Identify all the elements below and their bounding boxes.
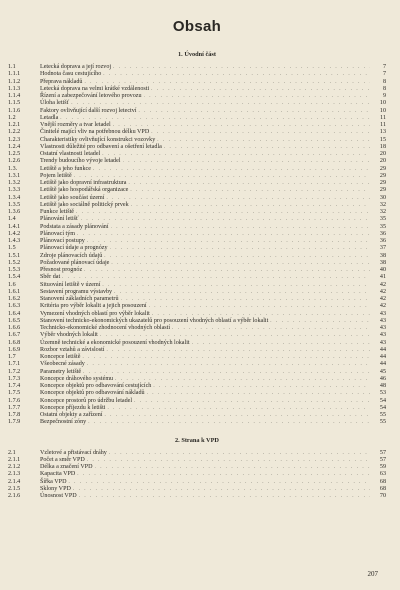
toc-entry-title: Únosnost VPD xyxy=(40,493,77,499)
toc-entry xyxy=(8,419,386,426)
toc-entry-page: 70 xyxy=(379,493,386,499)
toc-entry-page: 42 xyxy=(379,281,386,288)
toc-entry-title: Plánování letišť xyxy=(40,216,79,223)
toc-entry-page: 9 xyxy=(382,93,386,99)
toc-dot-leader xyxy=(153,383,370,390)
toc-entry xyxy=(8,471,386,478)
toc-entry-page: 54 xyxy=(379,397,386,404)
toc-entry-number: 1.7.5 xyxy=(8,390,21,397)
toc-entry-page: 36 xyxy=(379,230,386,237)
toc-entry xyxy=(8,347,386,354)
toc-entry-title: Sběr dat xyxy=(40,274,61,281)
toc-entry-page: 8 xyxy=(382,78,386,85)
toc-entry-page: 44 xyxy=(379,354,386,360)
toc-entry-title: Přeprava nákladů xyxy=(40,78,83,85)
toc-entry-number: 1.2 xyxy=(8,114,16,121)
toc-entry-number: 1.2.6 xyxy=(8,158,21,165)
toc-entry-page: 11 xyxy=(380,122,386,128)
toc-entry-page: 59 xyxy=(379,464,386,470)
toc-entry xyxy=(8,318,386,325)
toc-entry-page: 36 xyxy=(379,238,386,244)
toc-entry-page: 11 xyxy=(380,114,386,121)
toc-dot-leader xyxy=(79,493,370,500)
toc-entry-number: 1.6.5 xyxy=(8,317,21,324)
toc-entry-number: 1.5.1 xyxy=(8,252,21,259)
toc-entry-title: Letadla xyxy=(40,114,59,121)
toc-entry-title: Situování letiště v území xyxy=(40,281,101,288)
toc-entry-title: Rozbor vztahů a závislostí xyxy=(40,346,105,353)
toc-entry-page: 10 xyxy=(379,100,386,107)
toc-entry-page: 44 xyxy=(379,361,386,368)
toc-entry-title: Vzletové a přistávací dráhy xyxy=(40,449,107,456)
toc-entry-number: 1.7.2 xyxy=(8,368,21,375)
toc-dot-leader xyxy=(107,405,370,412)
toc-entry xyxy=(8,231,386,238)
toc-dot-leader xyxy=(110,245,370,252)
toc-entry-title: Územně technické a ekonomické posouzení vhodných lokalit xyxy=(40,339,190,346)
toc-entry xyxy=(8,64,386,71)
toc-dot-leader xyxy=(192,340,370,347)
toc-entry-number: 1.3.3 xyxy=(8,187,21,194)
toc-entry-title: Výběr vhodných lokalit xyxy=(40,332,98,339)
toc-entry-page: 54 xyxy=(379,404,386,411)
toc-dot-leader xyxy=(84,79,370,86)
toc-entry-title: Koncepce letiště xyxy=(40,354,81,360)
toc-entry-title: Délka a značení VPD xyxy=(40,464,93,470)
toc-entry-title: Koncepce objektů pro odbavování nákladů xyxy=(40,390,145,397)
toc-entry xyxy=(8,180,386,187)
toc-entry-page: 32 xyxy=(379,209,386,215)
toc-entry-number: 1.7.3 xyxy=(8,375,21,382)
toc-entry xyxy=(8,129,386,136)
toc-entry xyxy=(8,253,386,260)
toc-dot-leader xyxy=(102,151,370,158)
toc-dot-leader xyxy=(109,450,370,457)
toc-entry xyxy=(8,289,386,296)
toc-entry-number: 2.1.4 xyxy=(8,478,21,485)
toc-dot-leader xyxy=(71,100,370,107)
toc-entry-page: 42 xyxy=(379,288,386,295)
toc-entry-title: Charakteristiky ovlivňující konstrukci vozovky xyxy=(40,136,156,143)
toc-dot-leader xyxy=(138,108,370,115)
toc-entry xyxy=(8,260,386,267)
toc-entry-title: Technicko-ekonomické zhodnocení vhodných oblastí xyxy=(40,325,171,331)
toc-dot-leader xyxy=(77,471,370,478)
toc-dot-leader xyxy=(77,231,370,238)
toc-entry-number: 1.2.2 xyxy=(8,129,21,136)
toc-entry-number: 1.4 xyxy=(8,216,16,223)
toc-entry-number: 1.1.2 xyxy=(8,78,21,85)
toc-entry xyxy=(8,361,386,368)
toc-entry-title: Hodnota času cestujícího xyxy=(40,71,102,78)
toc-entry-title: Kapacita VPD xyxy=(40,471,76,478)
toc-entry-page: 20 xyxy=(379,158,386,165)
toc-entry-page: 57 xyxy=(379,456,386,463)
toc-entry-number: 1.4.3 xyxy=(8,238,21,244)
toc-list-section-1 xyxy=(8,64,386,427)
toc-dot-leader xyxy=(130,187,370,194)
toc-entry-number: 1.2.3 xyxy=(8,136,21,143)
toc-dot-leader xyxy=(83,369,370,376)
toc-dot-leader xyxy=(134,398,370,405)
toc-entry-number: 2.1 xyxy=(8,449,16,456)
toc-dot-leader xyxy=(87,238,370,245)
toc-entry-title: Parametry letiště xyxy=(40,368,82,375)
toc-entry xyxy=(8,137,386,144)
toc-entry-number: 2.1.2 xyxy=(8,464,21,470)
toc-entry-number: 1.1.4 xyxy=(8,93,21,99)
toc-entry-title: Stanovení technicko-ekonomických ukazatelů pro posouzení vhodných oblastí a výběr lokalit xyxy=(40,317,269,324)
toc-entry-title: Letiště jako součást území xyxy=(40,194,105,201)
toc-dot-leader xyxy=(270,318,370,325)
toc-entry-number: 1.2.1 xyxy=(8,122,21,128)
toc-entry-title: Letiště jako dopravní infrastruktura xyxy=(40,180,127,186)
toc-entry-page: 37 xyxy=(379,245,386,252)
toc-entry-number: 1.2.5 xyxy=(8,151,21,157)
toc-entry-page: 29 xyxy=(379,180,386,186)
toc-entry-page: 18 xyxy=(379,143,386,150)
toc-entry-title: Letiště jako hospodářská organizace xyxy=(40,187,129,194)
toc-entry xyxy=(8,238,386,245)
toc-entry xyxy=(8,166,386,173)
toc-entry xyxy=(8,450,386,457)
toc-dot-leader xyxy=(128,180,370,187)
toc-entry-title: Přesnost prognóz xyxy=(40,267,83,273)
toc-entry-page: 43 xyxy=(379,332,386,339)
toc-entry-number: 1.3. xyxy=(8,165,18,172)
toc-entry-page: 57 xyxy=(379,449,386,456)
toc-entry-number: 1.4.2 xyxy=(8,230,21,237)
toc-entry-number: 2.1.5 xyxy=(8,485,21,492)
toc-entry-page: 53 xyxy=(379,390,386,397)
toc-entry xyxy=(8,151,386,158)
toc-entry-number: 1.1 xyxy=(8,64,16,70)
toc-entry-page: 7 xyxy=(382,64,386,70)
toc-entry-title: Vymezení vhodných oblastí pro výběr lokalit xyxy=(40,310,150,317)
toc-entry-title: Bezpečnostní zóny xyxy=(40,419,87,426)
toc-entry-title: Vlastnosti důležité pro odbavení a ošetření letadla xyxy=(40,143,162,150)
toc-dot-leader xyxy=(121,296,370,303)
page-number: 207 xyxy=(367,570,378,578)
toc-entry-title: Trendy budoucího vývoje letadel xyxy=(40,158,121,165)
toc-entry xyxy=(8,71,386,78)
toc-entry-page: 55 xyxy=(379,412,386,418)
toc-entry xyxy=(8,390,386,397)
toc-entry-title: Pojem letiště xyxy=(40,172,72,179)
toc-dot-leader xyxy=(100,332,370,339)
toc-dot-leader xyxy=(104,253,370,260)
toc-entry xyxy=(8,457,386,464)
toc-entry-number: 1.6.1 xyxy=(8,288,21,295)
toc-entry xyxy=(8,274,386,281)
toc-entry-page: 46 xyxy=(379,375,386,382)
toc-entry-page: 43 xyxy=(379,310,386,317)
toc-entry xyxy=(8,398,386,405)
toc-entry-number: 1.3.1 xyxy=(8,172,21,179)
toc-dot-leader xyxy=(164,144,370,151)
toc-entry-page: 15 xyxy=(379,136,386,143)
toc-entry-page: 29 xyxy=(379,172,386,179)
toc-dot-leader xyxy=(113,122,370,129)
toc-dot-leader xyxy=(111,260,370,267)
toc-dot-leader xyxy=(82,354,370,361)
toc-entry-title: Stanovení základních parametrů xyxy=(40,296,119,302)
toc-dot-leader xyxy=(149,303,370,310)
toc-entry-page: 7 xyxy=(382,71,386,78)
toc-dot-leader xyxy=(81,216,370,223)
toc-dot-leader xyxy=(93,166,370,173)
toc-entry-page: 13 xyxy=(379,129,386,136)
toc-entry xyxy=(8,144,386,151)
toc-entry-number: 1.3.6 xyxy=(8,209,21,215)
toc-entry-page: 8 xyxy=(382,85,386,92)
toc-dot-leader xyxy=(84,267,370,274)
toc-entry xyxy=(8,325,386,332)
toc-entry-title: Faktory ovlivňující další rozvoj letectví xyxy=(40,107,137,114)
toc-dot-leader xyxy=(151,129,370,136)
toc-entry-number: 1.5.4 xyxy=(8,274,21,281)
toc-entry xyxy=(8,332,386,339)
toc-entry-page: 40 xyxy=(379,267,386,273)
toc-entry-page: 45 xyxy=(379,368,386,375)
toc-dot-leader xyxy=(88,419,370,426)
toc-entry-number: 1.6.7 xyxy=(8,332,21,339)
toc-entry-page: 41 xyxy=(379,274,386,281)
toc-entry xyxy=(8,216,386,223)
toc-entry xyxy=(8,86,386,93)
toc-entry-title: Ostatní objekty a zařízení xyxy=(40,412,103,418)
toc-entry-page: 29 xyxy=(379,165,386,172)
toc-entry-title: Zdroje plánovacích údajů xyxy=(40,252,103,259)
toc-dot-leader xyxy=(172,325,370,332)
toc-dot-leader xyxy=(95,464,370,471)
toc-entry xyxy=(8,493,386,500)
toc-entry-title: Podstata a zásady plánování xyxy=(40,223,109,230)
toc-entry-number: 2.1.6 xyxy=(8,493,21,499)
toc-entry xyxy=(8,187,386,194)
section-heading-2: 2. Strana k VPD xyxy=(175,436,219,444)
toc-dot-leader xyxy=(104,412,370,419)
toc-entry-page: 38 xyxy=(379,252,386,259)
toc-dot-leader xyxy=(157,137,370,144)
toc-entry xyxy=(8,267,386,274)
toc-entry-page: 10 xyxy=(379,107,386,114)
toc-dot-leader xyxy=(111,224,370,231)
toc-entry-title: Letiště jako sociálně politický prvek xyxy=(40,201,129,208)
toc-entry-title: Sklony VPD xyxy=(40,485,71,492)
toc-entry-number: 1.3.4 xyxy=(8,194,21,201)
toc-dot-leader xyxy=(102,282,370,289)
toc-entry-title: Sestavení programu výstavby xyxy=(40,288,113,295)
toc-entry xyxy=(8,486,386,493)
toc-entry xyxy=(8,108,386,115)
toc-entry-title: Úloha letišť xyxy=(40,100,70,107)
toc-entry-number: 1.6.6 xyxy=(8,325,21,331)
toc-entry-number: 1.7.7 xyxy=(8,404,21,411)
toc-entry-number: 1.5.2 xyxy=(8,259,21,266)
toc-entry-title: Plánovací tým xyxy=(40,230,76,237)
toc-entry-title: Kritéria pro výběr lokalit a jejich posouzení xyxy=(40,303,147,310)
toc-entry-number: 1.6.3 xyxy=(8,303,21,310)
toc-dot-leader xyxy=(131,202,370,209)
toc-entry xyxy=(8,464,386,471)
toc-entry xyxy=(8,115,386,122)
toc-entry-number: 1.5 xyxy=(8,245,16,252)
toc-entry-title: Letecká doprava a její rozvoj xyxy=(40,64,112,70)
toc-entry xyxy=(8,296,386,303)
toc-entry xyxy=(8,303,386,310)
toc-entry-number: 2.1.3 xyxy=(8,471,21,478)
page-title: Obsah xyxy=(172,18,222,35)
toc-dot-leader xyxy=(62,274,370,281)
toc-entry xyxy=(8,158,386,165)
toc-entry-number: 1.1.6 xyxy=(8,107,21,114)
toc-dot-leader xyxy=(68,479,370,486)
toc-entry-number: 1.1.1 xyxy=(8,71,21,78)
toc-list-section-2 xyxy=(8,450,386,501)
toc-entry-page: 68 xyxy=(379,485,386,492)
toc-dot-leader xyxy=(147,390,370,397)
toc-entry-number: 1.6.8 xyxy=(8,339,21,346)
toc-dot-leader xyxy=(123,158,370,165)
toc-entry-title: Plánovací údaje a prognózy xyxy=(40,245,108,252)
toc-entry-number: 1.7 xyxy=(8,354,16,360)
toc-entry xyxy=(8,282,386,289)
toc-dot-leader xyxy=(87,361,370,368)
toc-entry xyxy=(8,340,386,347)
toc-entry-title: Ostatní vlastnosti letadel xyxy=(40,151,101,157)
toc-entry-page: 55 xyxy=(379,419,386,426)
toc-dot-leader xyxy=(74,173,370,180)
toc-entry xyxy=(8,195,386,202)
toc-entry xyxy=(8,173,386,180)
toc-dot-leader xyxy=(115,376,370,383)
toc-dot-leader xyxy=(106,195,370,202)
toc-entry-title: Plánovací postupy xyxy=(40,238,85,244)
toc-entry-number: 1.3.2 xyxy=(8,180,21,186)
toc-entry-number: 1.5.3 xyxy=(8,267,21,273)
toc-entry-page: 29 xyxy=(379,187,386,194)
toc-entry-title: Všeobecné zásady xyxy=(40,361,85,368)
toc-entry-title: Požadované plánovací údaje xyxy=(40,259,110,266)
toc-entry xyxy=(8,202,386,209)
toc-entry-number: 1.7.6 xyxy=(8,397,21,404)
toc-dot-leader xyxy=(151,86,370,93)
toc-entry-page: 44 xyxy=(379,346,386,353)
toc-dot-leader xyxy=(87,457,370,464)
toc-entry-page: 43 xyxy=(379,339,386,346)
toc-entry xyxy=(8,224,386,231)
toc-entry-number: 1.1.5 xyxy=(8,100,21,107)
toc-entry xyxy=(8,100,386,107)
toc-entry-title: Koncepce příjezdu k letišti xyxy=(40,404,106,411)
toc-entry-number: 1.1.3 xyxy=(8,85,21,92)
toc-entry xyxy=(8,376,386,383)
toc-entry xyxy=(8,479,386,486)
toc-entry-number: 1.3.5 xyxy=(8,201,21,208)
toc-dot-leader xyxy=(73,486,370,493)
toc-entry-number: 1.7.9 xyxy=(8,419,21,426)
toc-entry xyxy=(8,412,386,419)
toc-entry-page: 42 xyxy=(379,296,386,302)
toc-entry xyxy=(8,405,386,412)
toc-entry xyxy=(8,311,386,318)
toc-entry-number: 1.6.4 xyxy=(8,310,21,317)
toc-entry-number: 1.6 xyxy=(8,281,16,288)
toc-entry-page: 43 xyxy=(379,325,386,331)
toc-entry xyxy=(8,354,386,361)
toc-entry-page: 48 xyxy=(379,383,386,389)
toc-dot-leader xyxy=(114,289,370,296)
toc-entry-page: 30 xyxy=(379,194,386,201)
toc-entry-title: Koncepce objektů pro odbavování cestujících xyxy=(40,383,152,389)
toc-entry-title: Činitelé mající vliv na potřebnou délku VPD xyxy=(40,129,150,136)
toc-entry-number: 1.6.9 xyxy=(8,346,21,353)
toc-entry-number: 1.7.4 xyxy=(8,383,21,389)
toc-entry-title: Koncepce prostorů pro údržbu letadel xyxy=(40,397,133,404)
toc-entry-page: 35 xyxy=(379,216,386,223)
toc-entry-title: Letiště a jeho funkce xyxy=(40,165,91,172)
toc-dot-leader xyxy=(103,71,370,78)
toc-dot-leader xyxy=(113,64,370,71)
toc-entry-number: 1.7.8 xyxy=(8,412,21,418)
toc-entry-title: Funkce letiště xyxy=(40,209,75,215)
toc-dot-leader xyxy=(152,311,370,318)
toc-entry-title: Počet a směr VPD xyxy=(40,456,85,463)
toc-entry xyxy=(8,369,386,376)
toc-entry-page: 43 xyxy=(379,317,386,324)
toc-entry-title: Koncepce dráhového systému xyxy=(40,375,114,382)
toc-entry-page: 63 xyxy=(379,471,386,478)
toc-entry-number: 1.4.1 xyxy=(8,223,21,230)
toc-entry-number: 1.6.2 xyxy=(8,296,21,302)
toc-entry-title: Letecká doprava na velmi krátké vzdálenosti xyxy=(40,85,150,92)
toc-dot-leader xyxy=(106,347,370,354)
toc-entry-page: 42 xyxy=(379,303,386,310)
toc-entry xyxy=(8,245,386,252)
toc-entry xyxy=(8,79,386,86)
toc-entry-title: Vnější rozměry a tvar letadel xyxy=(40,122,111,128)
toc-entry-number: 1.2.4 xyxy=(8,143,21,150)
toc-entry-page: 32 xyxy=(379,201,386,208)
toc-entry-title: Šířka VPD xyxy=(40,478,67,485)
toc-dot-leader xyxy=(144,93,370,100)
toc-entry-page: 68 xyxy=(379,478,386,485)
toc-entry-page: 35 xyxy=(379,223,386,230)
section-heading-1: 1. Úvodní část xyxy=(178,51,216,58)
toc-entry-title: Řízení a zabezpečování letového provozu xyxy=(40,93,142,99)
toc-entry-page: 20 xyxy=(379,151,386,157)
toc-dot-leader xyxy=(60,115,370,122)
toc-entry-number: 2.1.1 xyxy=(8,456,21,463)
toc-entry-page: 38 xyxy=(379,259,386,266)
toc-dot-leader xyxy=(76,209,370,216)
toc-entry-number: 1.7.1 xyxy=(8,361,21,368)
